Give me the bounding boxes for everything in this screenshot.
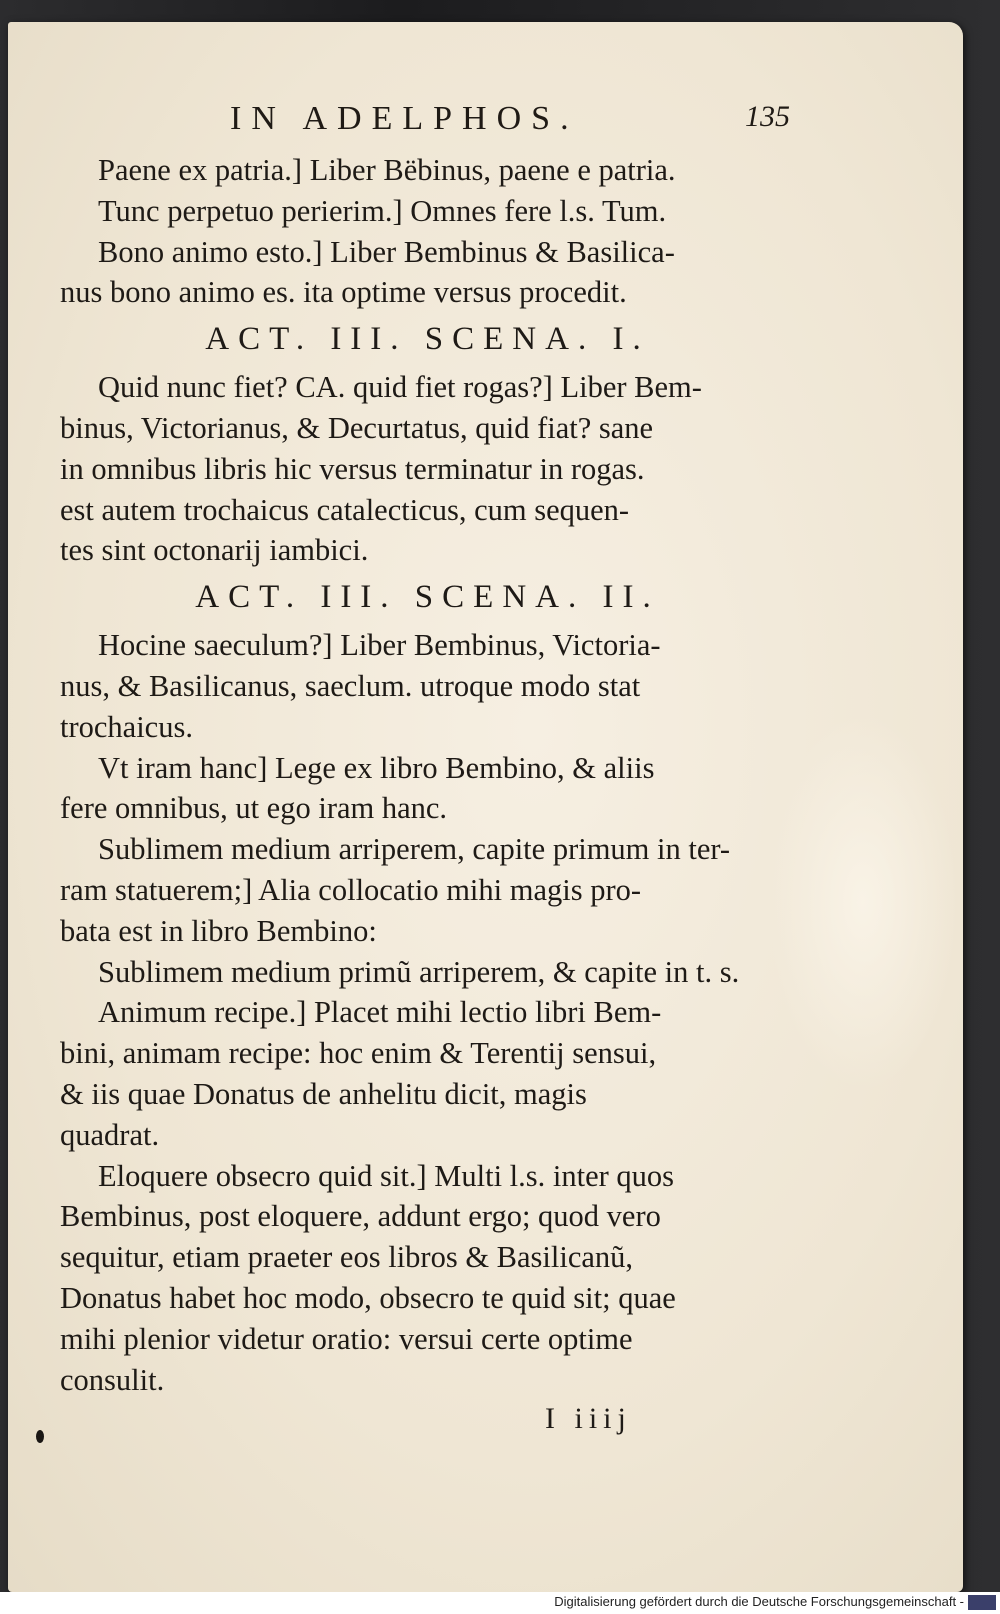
running-title: IN ADELPHOS. bbox=[230, 100, 579, 137]
page-number: 135 bbox=[745, 100, 790, 133]
body-text bbox=[60, 150, 795, 1400]
text-line: sequitur, etiam praeter eos libros & Basilicanũ, bbox=[60, 1240, 634, 1275]
text-line: Tunc perpetuo perierim.] Omnes fere l.s. Tum. bbox=[98, 193, 667, 228]
footer-credit: Digitalisierung gefördert durch die Deutsche Forschungsgemeinschaft - bbox=[554, 1594, 964, 1609]
text-line: & iis quae Donatus de anhelitu dicit, magis bbox=[60, 1076, 587, 1111]
text-line: Bembinus, post eloquere, addunt ergo; quod vero bbox=[60, 1199, 661, 1234]
text-line: fere omnibus, ut ego iram hanc. bbox=[60, 791, 448, 826]
signature-mark: I iiij bbox=[545, 1402, 632, 1435]
text-line: bata est in libro Bembino: bbox=[60, 913, 377, 948]
text-line: mihi plenior videtur oratio: versui certe optime bbox=[60, 1321, 633, 1356]
text-line: Vt iram hanc] Lege ex libro Bembino, & aliis bbox=[98, 750, 655, 785]
dfg-logo-icon bbox=[968, 1595, 996, 1610]
text-line: Donatus habet hoc modo, obsecro te quid sit; quae bbox=[60, 1280, 676, 1315]
text-line: consulit. bbox=[60, 1362, 165, 1397]
footer-bar bbox=[0, 1592, 1000, 1614]
text-line: Sublimem medium primũ arriperem, & capite in t. s. bbox=[98, 954, 740, 989]
text-line: tes sint octonarij iambici. bbox=[60, 533, 369, 568]
text-line: est autem trochaicus catalecticus, cum sequen- bbox=[60, 492, 630, 527]
text-line: Animum recipe.] Placet mihi lectio libri Bem- bbox=[98, 995, 662, 1030]
text-line: bini, animam recipe: hoc enim & Terentij sensui, bbox=[60, 1036, 657, 1071]
text-line: Hocine saeculum?] Liber Bembinus, Victoria- bbox=[98, 628, 661, 663]
text-line: Paene ex patria.] Liber Bëbinus, paene e patria. bbox=[98, 153, 676, 187]
text-line: Sublimem medium arriperem, capite primum in ter- bbox=[98, 832, 731, 867]
scene-heading: ACT. III. SCENA. II. bbox=[195, 579, 660, 616]
text-line: in omnibus libris hic versus terminatur in rogas. bbox=[60, 451, 645, 486]
text-line: nus, & Basilicanus, saeclum. utroque modo stat bbox=[60, 668, 641, 703]
text-line: nus bono animo es. ita optime versus procedit. bbox=[60, 275, 627, 310]
page-header bbox=[230, 100, 790, 140]
text-line: ram statuerem;] Alia collocatio mihi magis pro- bbox=[60, 872, 642, 907]
ink-dot bbox=[36, 1430, 44, 1443]
text-line: quadrat. bbox=[60, 1117, 160, 1152]
text-line: Bono animo esto.] Liber Bembinus & Basilica- bbox=[98, 234, 675, 269]
text-line: trochaicus. bbox=[60, 709, 193, 744]
scene-heading: ACT. III. SCENA. I. bbox=[205, 321, 650, 358]
text-line: binus, Victorianus, & Decurtatus, quid fiat? sane bbox=[60, 410, 654, 445]
text-line: Quid nunc fiet? CA. quid fiet rogas?] Liber Bem- bbox=[98, 370, 702, 405]
paper-stain bbox=[768, 712, 958, 1092]
text-line: Eloquere obsecro quid sit.] Multi l.s. inter quos bbox=[98, 1158, 675, 1193]
